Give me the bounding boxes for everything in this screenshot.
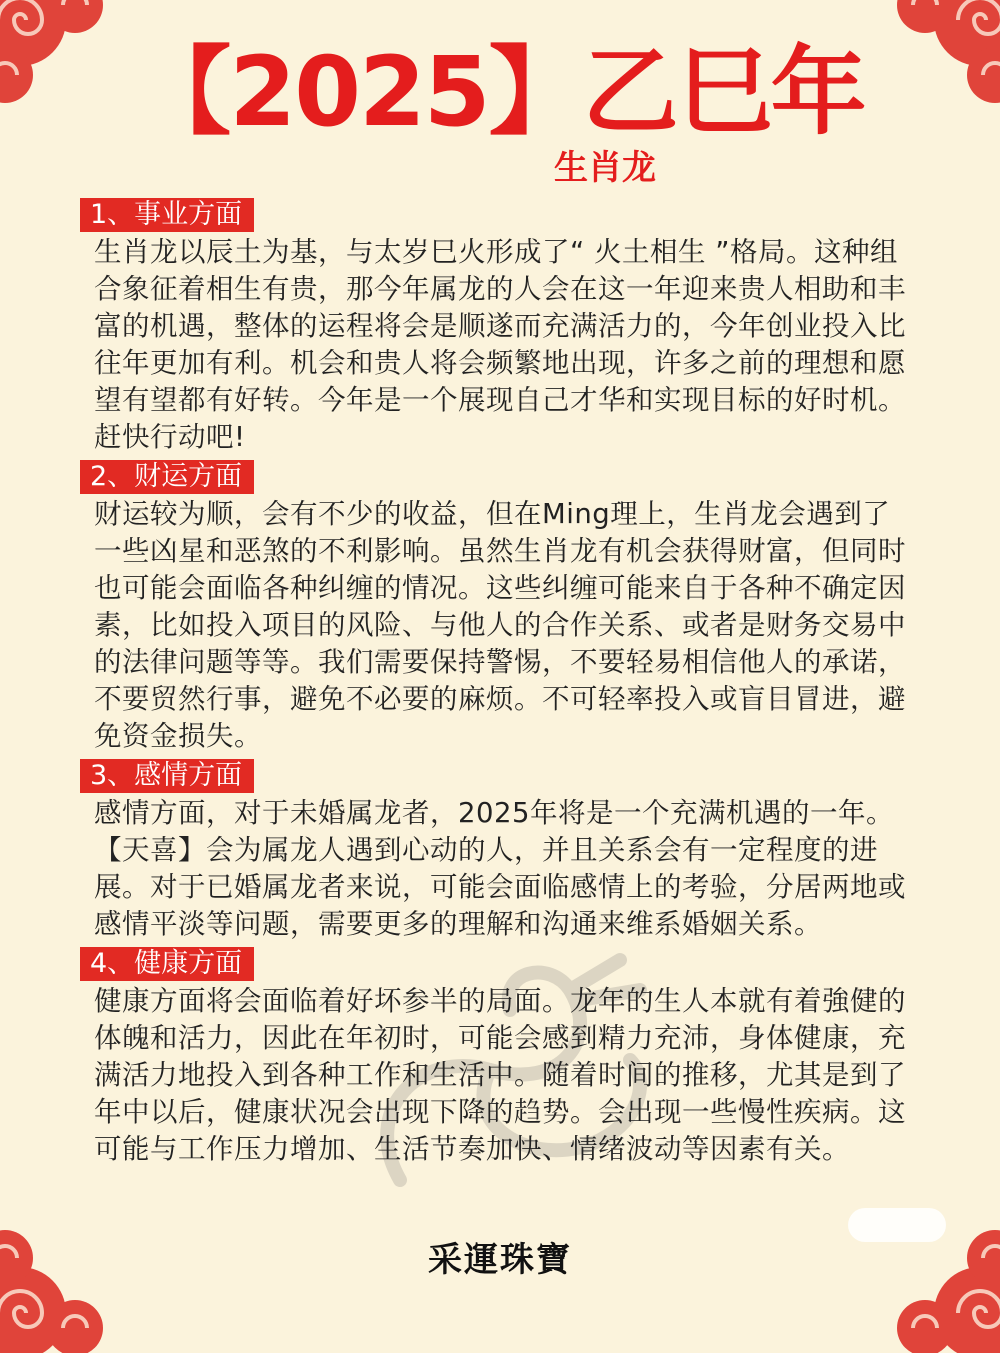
section-heading: 4、健康方面: [80, 947, 254, 981]
section-wealth: [90, 460, 914, 755]
brand-name: 采運珠寶: [428, 1240, 572, 1280]
content: [90, 198, 914, 1172]
page-subtitle: 生肖龙: [554, 148, 656, 188]
section-heading: 2、财运方面: [80, 460, 254, 494]
section-body: 感情方面，对于未婚属龙者，2025年将是一个充满机遇的一年。【天喜】会为属龙人遇到心动的人，并且关系会有一定程度的进展。对于已婚属龙者来说，可能会面临感情上的考验，分居两地或感情平淡等问题，需要更多的理解和沟通来维系婚姻关系。: [94, 797, 906, 940]
section-heading: 3、感情方面: [80, 759, 254, 793]
section-health: [90, 947, 914, 1168]
section-body: 生肖龙以辰土为基，与太岁巳火形成了“ 火土相生 ”格局。这种组合象征着相生有贵，那今年属龙的人会在这一年迎来贵人相助和丰富的机遇，整体的运程将会是顺遂而充满活力的，今年创业投入比往年更加有利。机会和贵人将会频繁地出现，许多之前的理想和愿望有望都有好转。今年是一个展现自己才华和实现目标的好时机。赶快行动吧!: [94, 236, 906, 453]
section-body: 健康方面将会面临着好坏参半的局面。龙年的生人本就有着強健的体魄和活力，因此在年初时，可能会感到精力充沛，身体健康，充满活力地投入到各种工作和生活中。随着时间的推移，尤其是到了年中以后，健康状况会出现下降的趋势。会出现一些慢性疾病。这可能与工作压力增加、生活节奏加快、情绪波动等因素有关。: [94, 985, 906, 1165]
section-career: [90, 198, 914, 456]
section-body: 财运较为顺，会有不少的收益，但在Ming理上，生肖龙会遇到了一些凶星和恶煞的不利影响。虽然生肖龙有机会获得财富，但同时也可能会面临各种纠缠的情况。这些纠缠可能来自于各种不确定因素，比如投入项目的风险、与他人的合作关系、或者是财务交易中的法律问题等等。我们需要保持警惕，不要轻易相信他人的承诺，不要贸然行事，避免不必要的麻烦。不可轻率投入或盲目冒进，避免资金损失。: [94, 498, 906, 752]
section-heading: 1、事业方面: [80, 198, 254, 232]
page-title: 【2025】乙巳年: [135, 36, 865, 148]
section-love: [90, 759, 914, 943]
